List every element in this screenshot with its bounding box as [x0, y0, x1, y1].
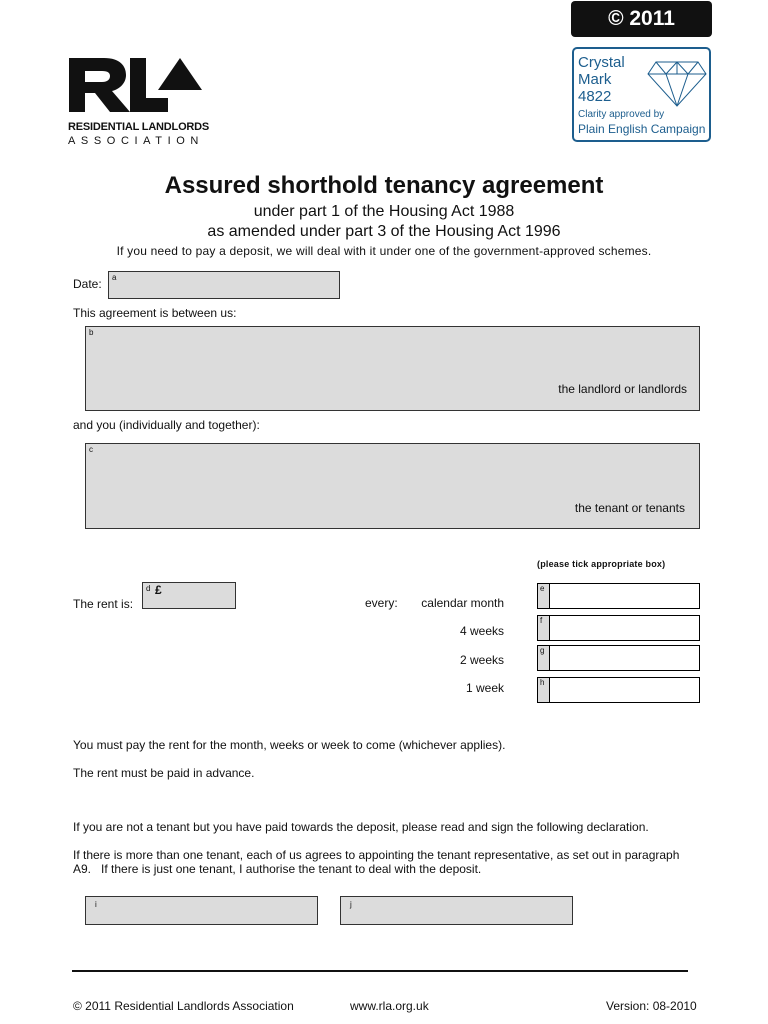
page-subtitle-2: as amended under part 3 of the Housing Act 1996 — [207, 223, 561, 240]
logo-line2: ASSOCIATION — [68, 135, 204, 147]
every-label: every: — [365, 596, 398, 610]
landlord-field[interactable] — [85, 326, 700, 411]
signature-field-i[interactable] — [85, 896, 318, 925]
tick-box-1-week[interactable] — [537, 677, 700, 703]
rent-label: The rent is: — [73, 597, 134, 611]
tick-note: (please tick appropriate box) — [537, 559, 666, 569]
and-you-label: and you (individually and together): — [73, 418, 260, 432]
tick-box-calendar-month[interactable] — [537, 583, 700, 609]
declaration-intro: If you are not a tenant but you have paid towards the deposit, please read and sign the following declaration. — [73, 820, 649, 834]
page-subtitle-1: under part 1 of the Housing Act 1988 — [253, 203, 515, 220]
tick-code-e: e — [538, 584, 550, 608]
declaration-line1: If there is more than one tenant, each of us agrees to appointing the tenant representative, as set out in paragraph — [73, 848, 680, 862]
tenant-field[interactable] — [85, 443, 700, 529]
landlord-caption: the landlord or landlords — [558, 382, 687, 396]
rla-logo — [68, 56, 208, 148]
landlord-field-code: b — [89, 328, 94, 337]
declaration-line2: A9. If there is just one tenant, I authorise the tenant to deal with the deposit. — [73, 862, 482, 876]
diamond-icon — [646, 56, 708, 108]
crystal-number: 4822 — [578, 88, 612, 105]
footer-website[interactable]: www.rla.org.uk — [350, 999, 429, 1013]
tenant-caption: the tenant or tenants — [574, 501, 685, 515]
rent-amount-field[interactable] — [142, 582, 236, 609]
signature-field-j[interactable] — [340, 896, 573, 925]
date-field-code: a — [112, 273, 117, 282]
rent-field-code: d — [146, 584, 151, 593]
tick-code-h: h — [538, 678, 550, 702]
signature-code-i: i — [95, 900, 97, 909]
crystal-clarity: Clarity approved by — [578, 109, 665, 120]
rent-currency: £ — [155, 583, 162, 597]
crystal-line1: Crystal — [578, 54, 625, 71]
crystal-mark-badge — [572, 47, 711, 142]
deposit-note: If you need to pay a deposit, we will deal with it under one of the government-approved schemes. — [116, 244, 652, 258]
crystal-campaign: Plain English Campaign — [578, 122, 706, 136]
footer-divider — [72, 970, 688, 972]
period-label-2-weeks: 2 weeks — [459, 653, 504, 667]
tick-code-f: f — [538, 616, 550, 640]
pay-note: You must pay the rent for the month, weeks or week to come (whichever applies). — [73, 738, 506, 752]
footer-copyright: © 2011 Residential Landlords Association — [73, 999, 294, 1013]
crystal-line2: Mark — [578, 71, 612, 88]
date-field[interactable] — [108, 271, 340, 299]
tick-code-g: g — [538, 646, 550, 670]
period-label-4-weeks: 4 weeks — [459, 624, 504, 638]
period-label-1-week: 1 week — [465, 681, 504, 695]
logo-line1: RESIDENTIAL LANDLORDS — [68, 121, 210, 133]
tick-box-2-weeks[interactable] — [537, 645, 700, 671]
tenant-field-code: c — [89, 445, 93, 454]
tick-box-4-weeks[interactable] — [537, 615, 700, 641]
copyright-badge: © 2011 — [571, 1, 712, 37]
footer-version: Version: 08-2010 — [606, 999, 697, 1013]
period-label-month: calendar month — [421, 596, 504, 610]
page-title: Assured shorthold tenancy agreement — [164, 172, 604, 199]
signature-code-j: j — [350, 900, 352, 909]
advance-note: The rent must be paid in advance. — [73, 766, 255, 780]
date-label: Date: — [73, 277, 102, 291]
rla-logo-mark — [68, 56, 204, 114]
between-label: This agreement is between us: — [73, 306, 237, 320]
